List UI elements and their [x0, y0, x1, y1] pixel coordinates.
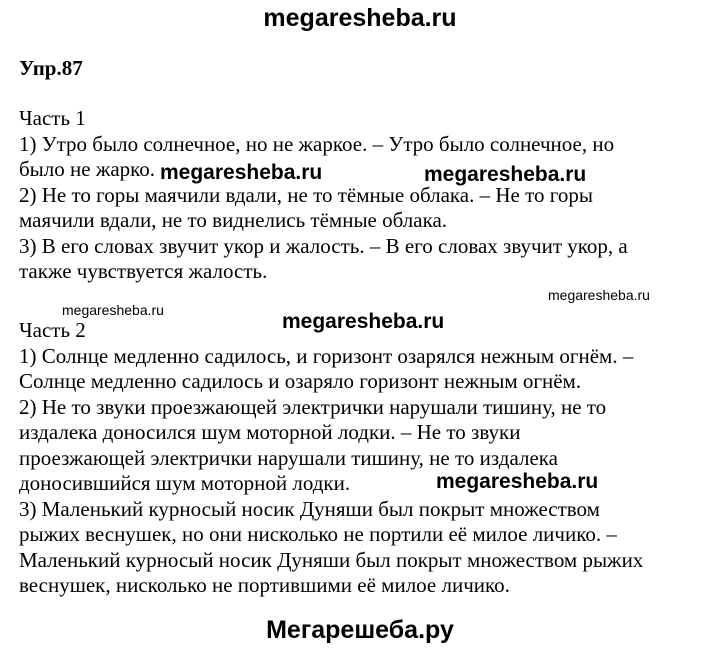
part-2-text: Часть 2 1) Солнце медленно садилось, и горизонт озарялся нежным огнём. – Солнце медленно садилось и озаряло горизонт нежным огнём. 2) Не то звуки проезжающей электрички нарушали тишину, не то издалека доносился шум моторной лодки. – Не то звуки проезжающей электрички нарушали тишину, не то издалека доносившийся шум моторной лодки. 3) Маленький курносый носик Дуняши был покрыт множеством рыжих веснушек, но они нисколько не портили её милое личико. – Маленький курносый носик Дуняши был покрыт множеством рыжих веснушек, нисколько не портившими её милое личико. [19, 318, 644, 597]
exercise-title: Упр.87 [19, 56, 83, 80]
part-1-text: Часть 1 1) Утро было солнечное, но не жаркое. – Утро было солнечное, но было не жарко. 2) Не то горы маячили вдали, не то тёмные облака. – Не то горы маячили вдали, не то виднелись тёмные облака. 3) В его словах звучит укор и жалость. – В его словах звучит укор, а также чувствуется жалость. [19, 106, 628, 283]
watermark-mid-2: megaresheba.ru [424, 163, 587, 186]
watermark-mid-4: megaresheba.ru [436, 470, 599, 493]
watermark-small-2: megaresheba.ru [548, 287, 650, 303]
watermark-mid-3: megaresheba.ru [282, 310, 445, 333]
watermark-top: megaresheba.ru [263, 4, 457, 32]
watermark-bottom: Мегарешеба.ру [266, 616, 454, 644]
watermark-mid-1: megaresheba.ru [160, 161, 323, 184]
watermark-small-1: megaresheba.ru [62, 302, 164, 318]
